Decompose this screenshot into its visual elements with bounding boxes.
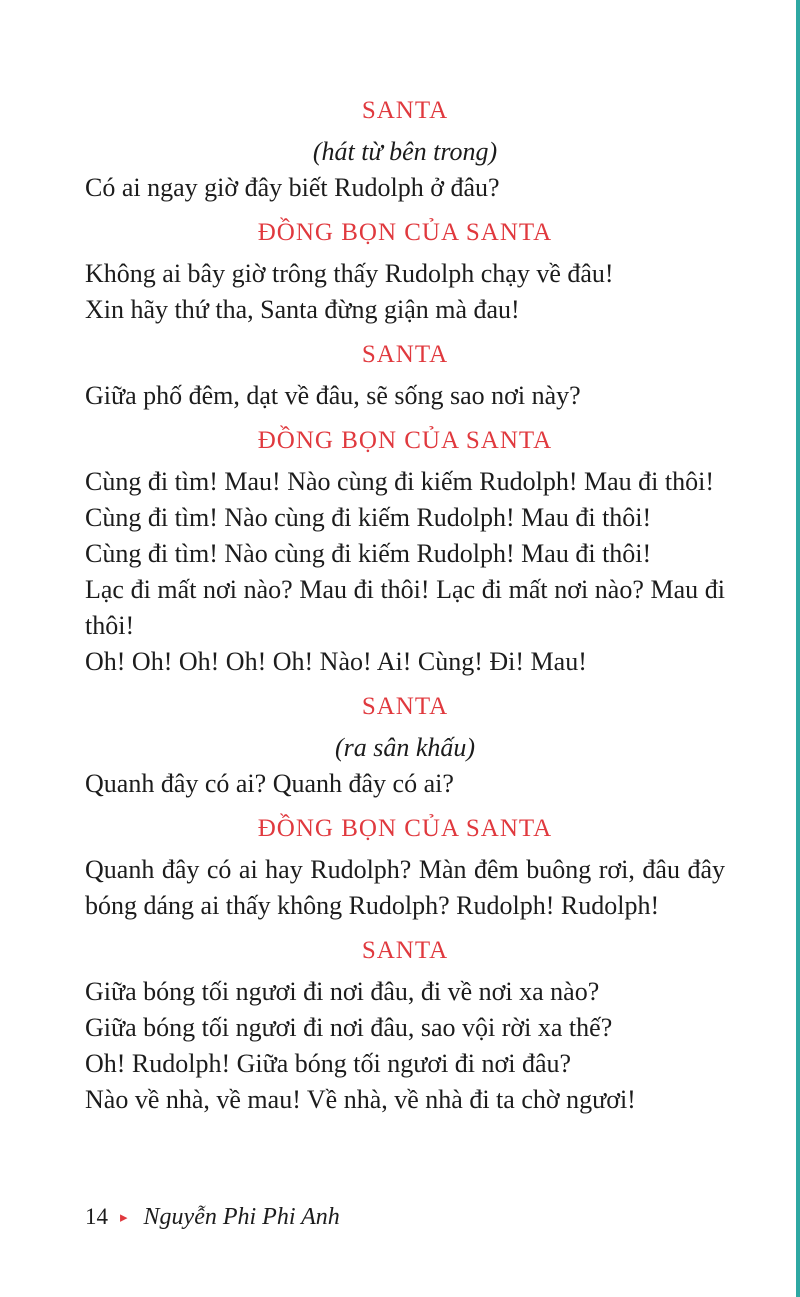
dialogue-line: Có ai ngay giờ đây biết Rudolph ở đâu? [85,173,500,202]
speaker-heading: ĐỒNG BỌN CỦA SANTA [257,815,553,842]
dialogue-entry [85,814,725,924]
dialogue-entry [85,426,725,680]
right-triangle-icon: ▸ [120,1208,128,1226]
dialogue-line: Quanh đây có ai? Quanh đây có ai? [85,769,454,798]
page-edge-strip [796,0,800,1297]
dialogue-line: Không ai bây giờ trông thấy Rudolph chạy về đâu! [85,259,614,288]
dialogue-entry [85,936,725,1118]
dialogue-line: Xin hãy thứ tha, Santa đừng giận mà đau! [85,295,520,324]
stage-direction: (hát từ bên trong) [312,137,498,166]
dialogue-line: Cùng đi tìm! Nào cùng đi kiếm Rudolph! Mau đi thôi! [85,539,652,568]
speaker-heading: SANTA [361,341,449,368]
dialogue-line: Nào về nhà, về mau! Về nhà, về nhà đi ta chờ ngươi! [85,1085,636,1114]
dialogue-line: Giữa phố đêm, dạt về đâu, sẽ sống sao nơi này? [85,381,581,410]
dialogue-line: Cùng đi tìm! Mau! Nào cùng đi kiếm Rudolph! Mau đi thôi! [85,467,714,496]
dialogue-line: Quanh đây có ai hay Rudolph? Màn đêm buông rơi, đâu đây bóng dáng ai thấy không Rudolph? Rudolph! Rudolph! [85,855,725,920]
dialogue-line: Oh! Rudolph! Giữa bóng tối ngươi đi nơi đâu? [85,1049,572,1078]
page-number: 14 [85,1204,108,1229]
page-footer [85,1202,340,1232]
author-name: Nguyễn Phi Phi Anh [143,1204,340,1230]
dialogue-line: Lạc đi mất nơi nào? Mau đi thôi! Lạc đi mất nơi nào? Mau đi thôi! [85,575,725,640]
dialogue-entry [85,218,725,328]
dialogue-line: Giữa bóng tối ngươi đi nơi đâu, sao vội rời xa thế? [85,1013,613,1042]
speaker-heading: SANTA [361,693,449,720]
dialogue-line: Oh! Oh! Oh! Oh! Oh! Nào! Ai! Cùng! Đi! Mau! [85,647,587,676]
speaker-heading: ĐỒNG BỌN CỦA SANTA [257,219,553,246]
dialogue-line: Giữa bóng tối ngươi đi nơi đâu, đi về nơi xa nào? [85,977,600,1006]
stage-direction: (ra sân khấu) [334,733,476,762]
speaker-heading: ĐỒNG BỌN CỦA SANTA [257,427,553,454]
dialogue-entry [85,96,725,206]
dialogue-entry [85,340,725,414]
dialogue-entry [85,692,725,802]
speaker-heading: SANTA [361,97,449,124]
dialogue-line: Cùng đi tìm! Nào cùng đi kiếm Rudolph! Mau đi thôi! [85,503,652,532]
speaker-heading: SANTA [361,937,449,964]
